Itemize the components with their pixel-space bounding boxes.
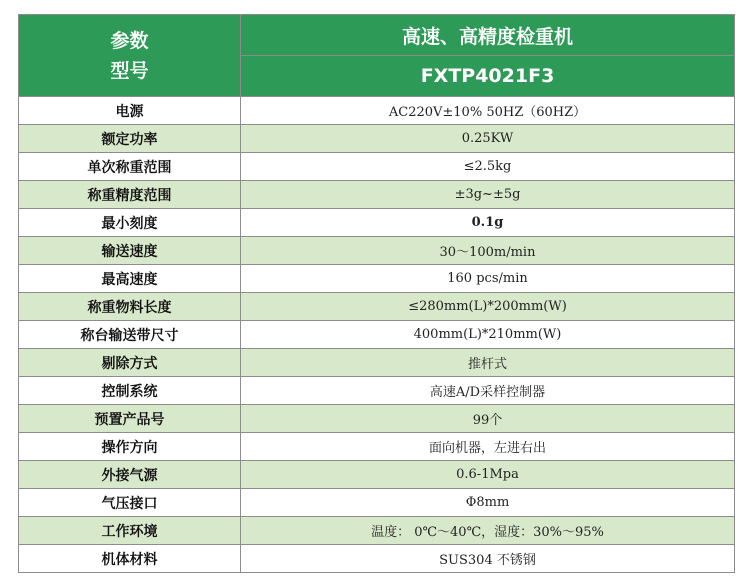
spec-key: 称重精度范围 bbox=[19, 181, 241, 209]
spec-row-power bbox=[19, 97, 735, 125]
spec-key: 机体材料 bbox=[19, 545, 241, 573]
product-name: 高速、高精度检重机 bbox=[241, 15, 735, 56]
spec-row-preset-products bbox=[19, 405, 735, 433]
spec-key: 预置产品号 bbox=[19, 405, 241, 433]
spec-key: 气压接口 bbox=[19, 489, 241, 517]
spec-row-air-port bbox=[19, 489, 735, 517]
spec-value: ±3g~±5g bbox=[241, 181, 735, 209]
spec-value: AC220V±10% 50HZ（60HZ） bbox=[241, 97, 735, 125]
spec-row-max-speed bbox=[19, 265, 735, 293]
spec-value: 30～100m/min bbox=[241, 237, 735, 265]
spec-key: 电源 bbox=[19, 97, 241, 125]
param-model-header-cell bbox=[19, 15, 241, 97]
spec-value: 0.25KW bbox=[241, 125, 735, 153]
spec-key: 工作环境 bbox=[19, 517, 241, 545]
spec-value: ≤2.5kg bbox=[241, 153, 735, 181]
spec-row-material-length bbox=[19, 293, 735, 321]
spec-row-rated-power bbox=[19, 125, 735, 153]
spec-table bbox=[18, 14, 735, 573]
spec-row-min-scale bbox=[19, 209, 735, 237]
spec-row-belt-size bbox=[19, 321, 735, 349]
spec-value: 面向机器，左进右出 bbox=[241, 433, 735, 461]
spec-key: 最高速度 bbox=[19, 265, 241, 293]
spec-value: ≤280mm(L)*200mm(W) bbox=[241, 293, 735, 321]
model-number: FXTP4021F3 bbox=[241, 56, 735, 97]
spec-value: SUS304 不锈钢 bbox=[241, 545, 735, 573]
spec-value: 0.6-1Mpa bbox=[241, 461, 735, 489]
spec-value: 160 pcs/min bbox=[241, 265, 735, 293]
spec-value: 高速A/D采样控制器 bbox=[241, 377, 735, 405]
spec-row-reject-method bbox=[19, 349, 735, 377]
param-label: 参数 bbox=[110, 29, 149, 52]
model-label: 型号 bbox=[110, 59, 149, 82]
spec-row-air-source bbox=[19, 461, 735, 489]
spec-value: 0.1g bbox=[241, 209, 735, 237]
spec-row-control-system bbox=[19, 377, 735, 405]
spec-key: 剔除方式 bbox=[19, 349, 241, 377]
spec-value: 99个 bbox=[241, 405, 735, 433]
spec-key: 额定功率 bbox=[19, 125, 241, 153]
spec-key: 输送速度 bbox=[19, 237, 241, 265]
spec-value: 400mm(L)*210mm(W) bbox=[241, 321, 735, 349]
spec-row-accuracy bbox=[19, 181, 735, 209]
spec-value: Φ8mm bbox=[241, 489, 735, 517]
spec-row-conveyor-speed bbox=[19, 237, 735, 265]
spec-row-environment bbox=[19, 517, 735, 545]
spec-key: 称重物料长度 bbox=[19, 293, 241, 321]
spec-value: 推杆式 bbox=[241, 349, 735, 377]
spec-key: 单次称重范围 bbox=[19, 153, 241, 181]
spec-key: 控制系统 bbox=[19, 377, 241, 405]
spec-key: 称台输送带尺寸 bbox=[19, 321, 241, 349]
spec-key: 操作方向 bbox=[19, 433, 241, 461]
spec-value: 温度： 0℃～40℃，湿度：30%～95% bbox=[241, 517, 735, 545]
spec-row-body-material bbox=[19, 545, 735, 573]
spec-row-weighing-range bbox=[19, 153, 735, 181]
spec-key: 外接气源 bbox=[19, 461, 241, 489]
spec-row-operation-direction bbox=[19, 433, 735, 461]
header-row-1 bbox=[19, 15, 735, 56]
spec-key: 最小刻度 bbox=[19, 209, 241, 237]
